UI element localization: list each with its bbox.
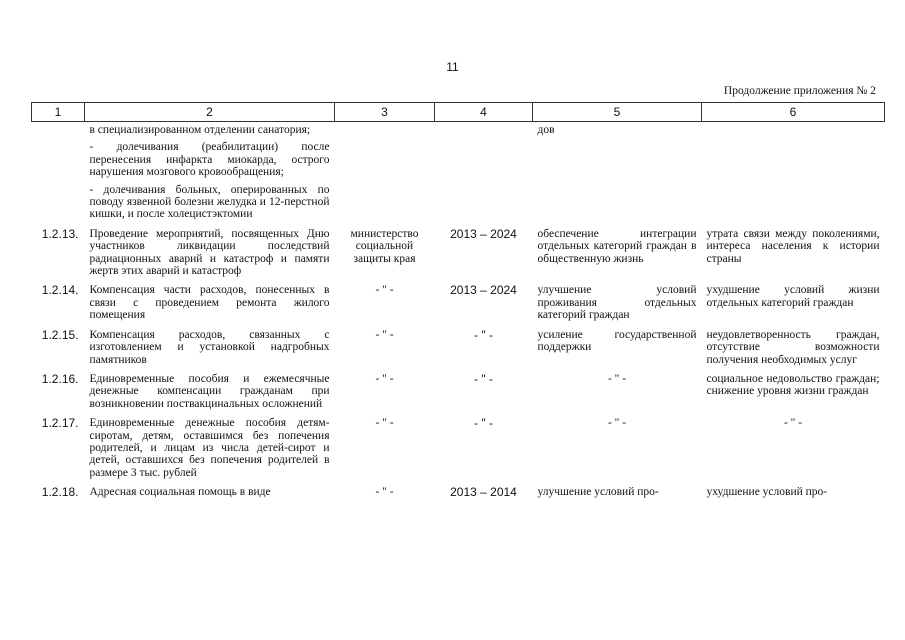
consequences-of-non-implementation: - " - xyxy=(783,417,803,430)
description-paragraph: Адресная социальная помощь в виде xyxy=(89,486,271,499)
description-paragraph: Единовременные денежные пособия детям-сиротам, детям, оставшимся без попечения родителей, и лицам из числа детей-сирот и детей, оставшихся без попечения родителей в размере 3 тыс. рублей xyxy=(89,417,330,479)
implementation-period: - " - xyxy=(474,416,493,431)
consequences-of-non-implementation xyxy=(702,122,885,224)
column-header-3: 3 xyxy=(335,103,435,122)
expected-result: дов xyxy=(537,124,555,136)
implementation-period: 2013 – 2024 xyxy=(450,226,517,241)
appendix-continuation-note: Продолжение приложения № 2 xyxy=(723,85,876,97)
measure-description xyxy=(85,369,335,413)
expected-result: - " - xyxy=(607,417,627,430)
table-row xyxy=(32,122,885,224)
consequences-of-non-implementation: ухудшение условий про- xyxy=(706,486,828,499)
responsible-executor: министерство социальной защиты края xyxy=(350,227,419,265)
implementation-period: 2013 – 2024 xyxy=(450,283,517,298)
implementation-period: - " - xyxy=(474,327,493,342)
description-paragraph: Компенсация части расходов, понесенных в связи с проведением ремонта жилого помещения xyxy=(89,284,330,322)
responsible-executor: - " - xyxy=(375,372,394,385)
table-row xyxy=(32,413,885,482)
page-number: 11 xyxy=(446,60,459,74)
responsible-executor: - " - xyxy=(375,417,394,430)
consequences-of-non-implementation: ухудшение условий жизни отдельных категорий граждан xyxy=(706,284,880,309)
measure-description xyxy=(85,482,335,501)
measure-description xyxy=(85,413,335,482)
item-number: 1.2.16. xyxy=(41,371,79,386)
consequences-of-non-implementation: утрата связи между поколениями, интереса населения к истории страны xyxy=(706,227,880,265)
table-row xyxy=(32,224,885,281)
consequences-of-non-implementation: социальное недовольство граждан; снижение уровня жизни граждан xyxy=(706,372,880,398)
header-row xyxy=(32,103,885,122)
item-number: 1.2.17. xyxy=(41,416,79,431)
item-number: 1.2.18. xyxy=(41,485,79,500)
responsible-executor: - " - xyxy=(375,284,394,297)
description-paragraph: Проведение мероприятий, посвященных Дню участников ликвидации последствий радиационных аварий и катастроф и памяти жертв этих аварий и катастроф xyxy=(89,227,330,278)
table-row xyxy=(32,280,885,324)
measure-description xyxy=(85,122,335,224)
table-body xyxy=(32,122,885,502)
column-header-2: 2 xyxy=(85,103,335,122)
measure-description xyxy=(85,325,335,369)
description-paragraph: Компенсация расходов, связанных с изготовлением и установкой надгробных памятников xyxy=(89,328,330,366)
column-header-1: 1 xyxy=(32,103,85,122)
table-row xyxy=(32,325,885,369)
item-number: 1.2.13. xyxy=(41,226,79,241)
appendix-table xyxy=(31,102,885,502)
description-paragraph: - долечивания (реабилитации) после перенесения инфаркта миокарда, острого нарушения мозгового кровообращения; xyxy=(89,141,330,179)
item-number: 1.2.15. xyxy=(41,327,79,342)
item-number xyxy=(32,122,85,224)
measure-description xyxy=(85,280,335,324)
consequences-of-non-implementation: неудовлетворенность граждан, отсутствие возможности получения необходимых услуг xyxy=(706,328,880,366)
column-header-5: 5 xyxy=(533,103,702,122)
expected-result: улучшение условий про- xyxy=(537,486,659,499)
description-paragraph: Единовременные пособия и ежемесячные денежные компенсации гражданам при возникновении поствакцинальных осложнений xyxy=(89,372,330,410)
responsible-executor: - " - xyxy=(375,486,394,499)
implementation-period xyxy=(435,122,533,224)
implementation-period: 2013 – 2014 xyxy=(450,485,517,500)
implementation-period: - " - xyxy=(474,371,493,386)
expected-result: - " - xyxy=(607,372,627,385)
table-header xyxy=(32,103,885,122)
expected-result: улучшение условий проживания отдельных категорий граждан xyxy=(537,284,697,322)
measure-description xyxy=(85,224,335,281)
responsible-executor xyxy=(335,122,435,224)
expected-result: усиление государственной поддержки xyxy=(537,328,697,354)
table-row xyxy=(32,482,885,501)
column-header-6: 6 xyxy=(702,103,885,122)
table-row xyxy=(32,369,885,413)
item-number: 1.2.14. xyxy=(41,283,79,298)
responsible-executor: - " - xyxy=(375,328,394,341)
column-header-4: 4 xyxy=(435,103,533,122)
description-paragraph: в специализированном отделении санатория; xyxy=(89,124,311,136)
expected-result: обеспечение интеграции отдельных категорий граждан в общественную жизнь xyxy=(537,227,697,265)
description-paragraph: - долечивания больных, оперированных по поводу язвенной болезни желудка и 12-перстной кишки, и после холецистэктомии xyxy=(89,183,330,221)
